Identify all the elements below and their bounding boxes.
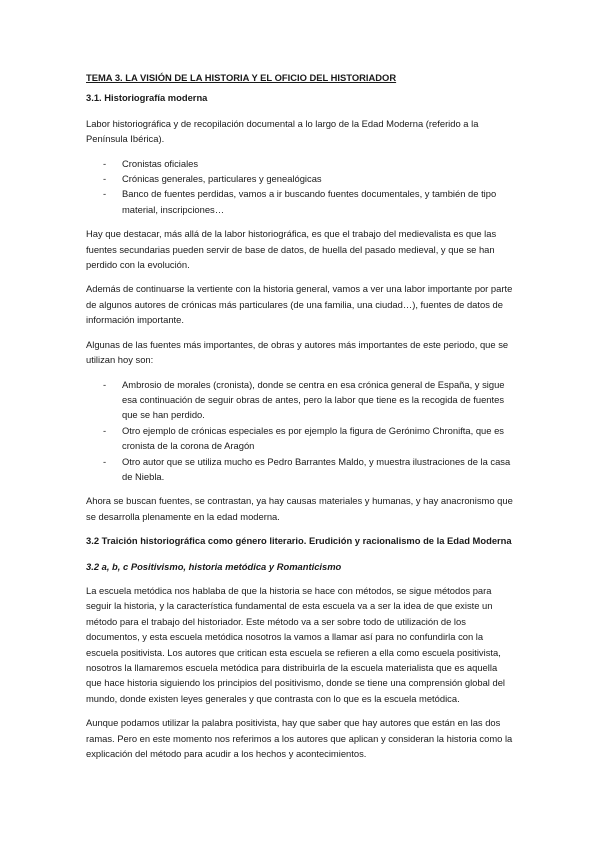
document-title: TEMA 3. LA VISIÓN DE LA HISTORIA Y EL OFICIO DEL HISTORIADOR [86,72,397,83]
list-item [86,171,514,186]
list-item-text: Otro ejemplo de crónicas especiales es por ejemplo la figura de Gerónimo Chronifta, que es cronista de la corona de Aragón [122,424,504,452]
list-item-text: Ambrosio de morales (cronista), donde se centra en esa crónica general de España, y sigue esa continuación de seguir obras de antes, pero la labor que tiene es la recogida de fuentes que se han perdido. [122,378,505,421]
list-item [86,156,514,171]
section-1-paragraph-3: Algunas de las fuentes más importantes, de obras y autores más importantes de este periodo, que se utilizan hoy son: [86,338,509,366]
list-item [86,454,514,485]
bullet-dash: - [103,173,107,185]
list-item [86,377,514,423]
section-1-paragraph-1: Hay que destacar, más allá de la labor historiográfica, es que el trabajo del medievalista es que las fuentes secundarias pueden servir de base de datos, de huella del pasado medieval, y que se han perdido con la evolución. [86,228,497,271]
section-1-paragraph-2: Además de continuarse la vertiente con la historia general, vamos a ver una labor importante por parte de algunos autores de crónicas más particulares (de una familia, una ciudad…), fuentes de datos de información importante. [86,283,513,326]
document-content [86,70,514,770]
list-item [86,423,514,454]
list-item-text: Otro autor que se utiliza mucho es Pedro Barrantes Maldo, y muestra ilustraciones de la casa de Niebla. [122,455,511,482]
section-2-paragraph-1: La escuela metódica nos hablaba de que la historia se hace con métodos, se sigue métodos para seguir la historia, y la característica fundamental de esta escuela va a ser la idea de que existe un método para el trabajo del historiador. Este método va a ser sobre todo de utilización de los documentos, y esta escuela metódica nosotros la vamos a llamar así para no confundirla con la escuela positivista. Los autores que critican esta escuela se refieren a ella como escuela positivista, nosotros la llamaremos escuela metódica para distribuirla de la escuela materialista que es aquella que hace historia siguiendo los principios del positivismo, donde se tiene una comprensión global del mundo, donde existen leyes generales y que contrasta con lo que es la escuela metódica. [86,584,506,704]
section-1-list-1 [86,156,514,218]
bullet-dash: - [103,188,107,200]
section-2-subheading: 3.2 a, b, c Positivismo, historia metódica y Romanticismo [86,560,342,572]
list-item [86,186,514,217]
bullet-dash: - [103,157,107,169]
list-item-text: Cronistas oficiales [122,157,199,169]
list-item-text: Banco de fuentes perdidas, vamos a ir buscando fuentes documentales, y también de tipo material, inscripciones… [122,188,497,215]
bullet-dash: - [103,378,107,390]
section-1-intro: Labor historiográfica y de recopilación documental a lo largo de la Edad Moderna (referido a la Península Ibérica). [86,117,479,145]
list-item-text: Crónicas generales, particulares y genealógicas [122,173,322,185]
bullet-dash: - [103,424,107,436]
bullet-dash: - [103,455,107,467]
section-1-heading: 3.1. Historiografía moderna [86,92,208,104]
section-1-list-2 [86,377,514,485]
section-2-paragraph-2: Aunque podamos utilizar la palabra positivista, hay que saber que hay autores que están en las dos ramas. Pero en este momento nos referimos a los autores que aplican y consideran la historia como la explicación del método para acudir a los hechos y acontecimientos. [86,717,513,760]
section-1-paragraph-4: Ahora se buscan fuentes, se contrastan, ya hay causas materiales y humanas, y hay anacronismo que se desarrolla plenamente en la edad moderna. [86,495,513,522]
section-2-heading: 3.2 Traición historiográfica como género literario. Erudición y racionalismo de la Edad Moderna [86,535,512,547]
